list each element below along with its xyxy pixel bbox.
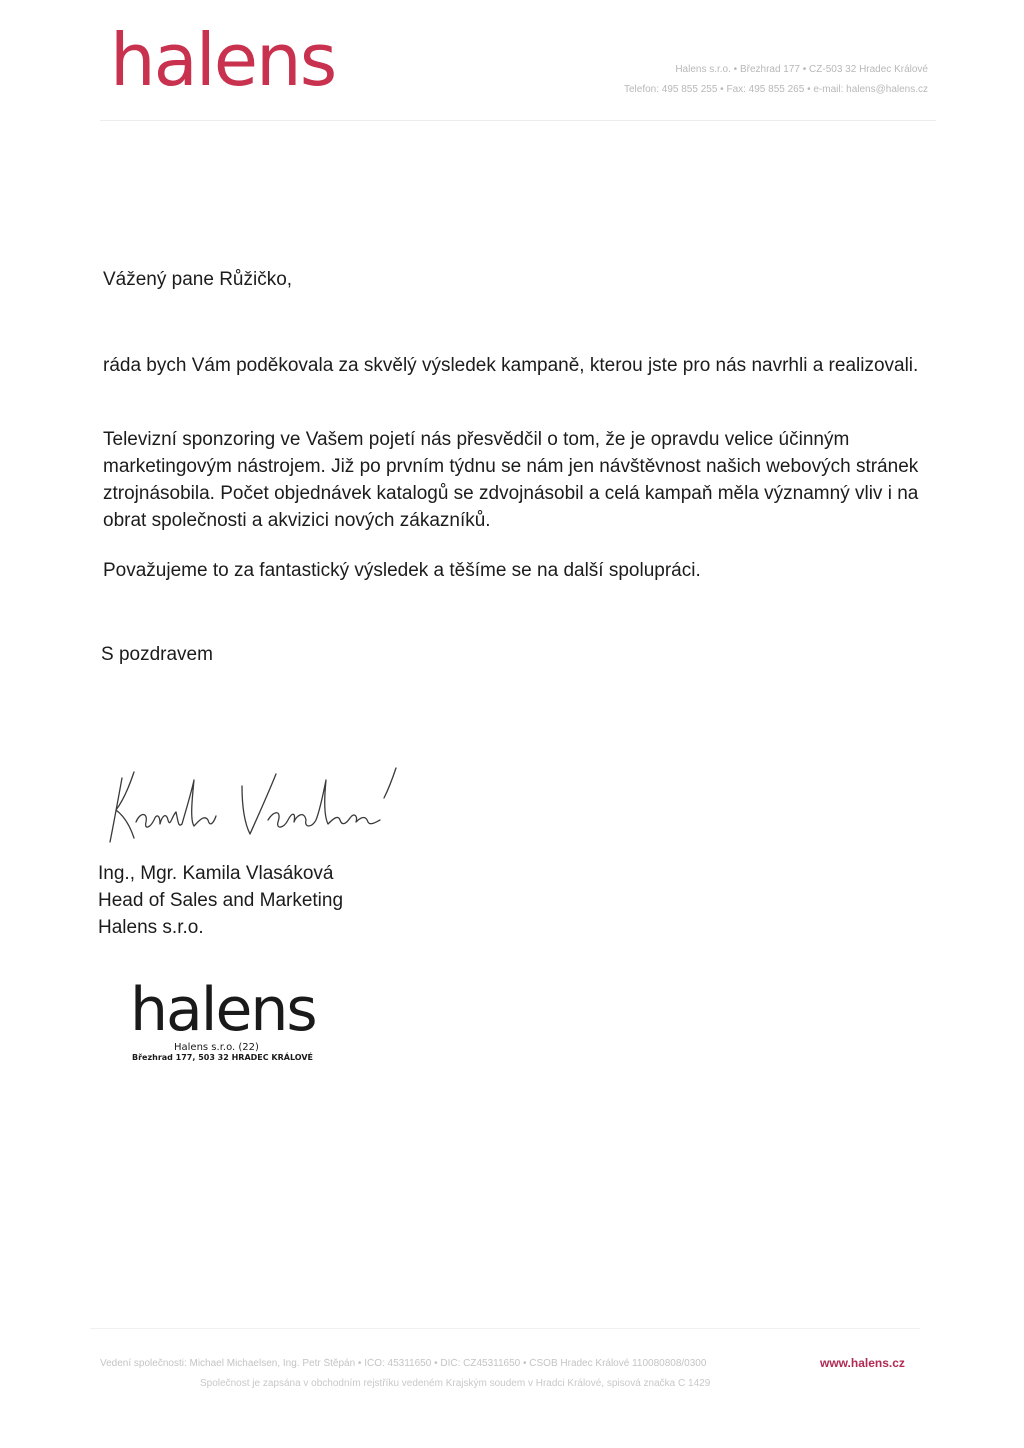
header-address: Halens s.r.o. • Březhrad 177 • CZ-503 32 Hradec Králové: [675, 64, 928, 75]
salutation: Vážený pane Růžičko,: [103, 269, 293, 290]
footer-registration: Společnost je zapsána v obchodním rejstříku vedeném Krajským soudem v Hradci Králové, spisová značka C 1429: [200, 1378, 711, 1389]
signer-block: [98, 860, 343, 941]
company-logo: halens: [110, 18, 336, 102]
company-stamp: [130, 975, 350, 1062]
paragraph-conclusion: Považujeme to za fantastický výsledek a těšíme se na další spolupráci.: [103, 560, 701, 581]
stamp-address: Březhrad 177, 503 32 HRADEC KRÁLOVÉ: [132, 1053, 314, 1062]
footer-website-link[interactable]: www.halens.cz: [820, 1356, 905, 1370]
closing: S pozdravem: [101, 644, 213, 665]
header-phone-email: Telefon: 495 855 255 • Fax: 495 855 265 • e-mail: halens@halens.cz: [623, 84, 928, 95]
signer-name: Ing., Mgr. Kamila Vlasáková: [98, 863, 334, 884]
header-divider: [100, 120, 936, 121]
stamp-company-name: Halens s.r.o. (22): [174, 1042, 259, 1053]
footer-company-details: Vedení společnosti: Michael Michaelsen, Ing. Petr Štěpán • IČO: 45311650 • DIČ: CZ45311650 • ČSOB Hradec Králové 110080808/0300: [100, 1358, 707, 1369]
handwritten-signature: [100, 750, 420, 860]
stamp-logo: halens: [130, 975, 316, 1045]
paragraph-thanks: ráda bych Vám poděkovala za skvělý výsledek kampaně, kterou jste pro nás navrhli a realizovali.: [103, 355, 919, 376]
signer-company: Halens s.r.o.: [98, 917, 204, 938]
header-contact-info: [508, 60, 928, 100]
footer-divider: [90, 1328, 920, 1329]
signer-title: Head of Sales and Marketing: [98, 890, 344, 911]
paragraph-results: Televizní sponzoring ve Vašem pojetí nás přesvědčil o tom, že je opravdu velice účinným marketingovým nástrojem. Již po prvním týdnu se nám jen návštěvnost našich webových stránek ztrojnásobila. Počet objednávek katalogů se zdvojnásobil a celá kampaň měla významný vliv i na obrat společnosti a akvizici nových zákazníků.: [103, 429, 919, 531]
